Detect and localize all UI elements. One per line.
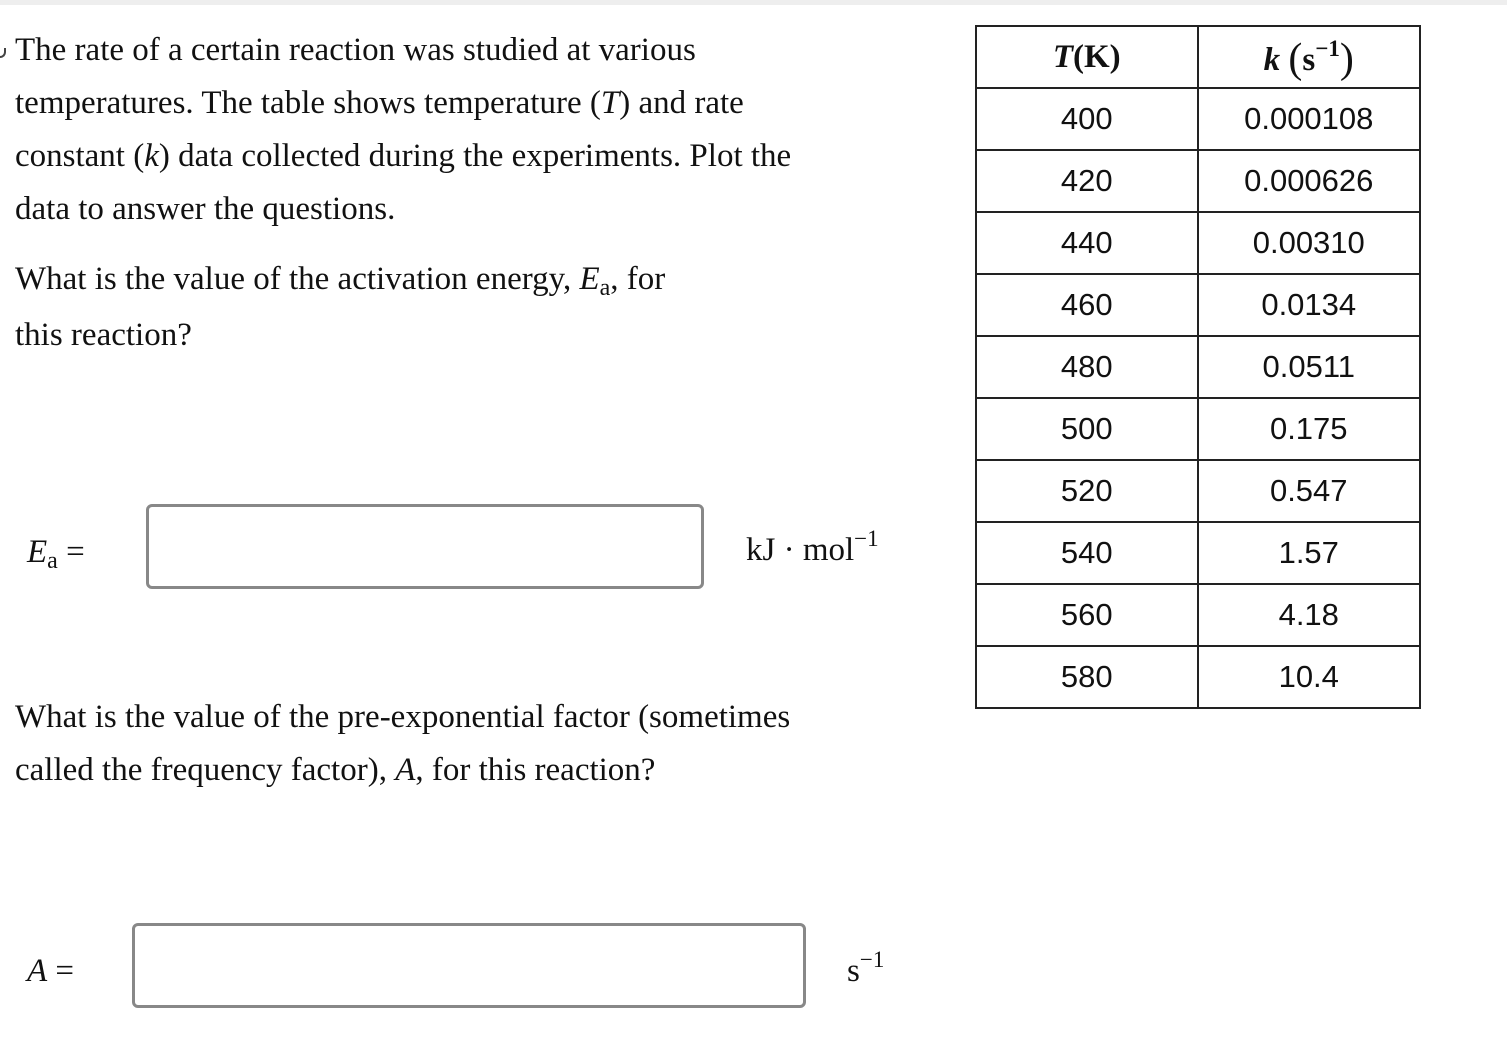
cell-rate-constant: 0.00310 <box>1198 212 1421 274</box>
table-row <box>976 150 1420 212</box>
cell-temperature: 580 <box>976 646 1198 708</box>
cell-temperature: 560 <box>976 584 1198 646</box>
activation-energy-input[interactable] <box>146 504 704 589</box>
cell-temperature: 520 <box>976 460 1198 522</box>
temperature-variable: T <box>600 85 620 121</box>
table-row <box>976 274 1420 336</box>
ea-unit-label: kJ · mol$^{-1}$ <box>746 526 879 568</box>
intro-line-4: data to answer the questions. <box>15 191 396 227</box>
table-row <box>976 336 1420 398</box>
rate-constant-variable: k <box>144 138 159 174</box>
cell-rate-constant: 1.57 <box>1198 522 1421 584</box>
table-row <box>976 398 1420 460</box>
temperature-rate-table <box>975 25 1421 709</box>
cell-temperature: 400 <box>976 88 1198 150</box>
activation-energy-question <box>15 253 775 362</box>
cell-temperature: 540 <box>976 522 1198 584</box>
cell-rate-constant: 0.000108 <box>1198 88 1421 150</box>
intro-line-3: constant (k) data collected during the experiments. Plot the <box>15 138 792 174</box>
a-question-line-1: What is the value of the pre-exponential factor (sometimes <box>15 699 791 735</box>
a-answer-label: A = <box>27 953 75 989</box>
table-header-row <box>976 26 1420 88</box>
top-divider <box>0 0 1507 5</box>
intro-line-1: The rate of a certain reaction was studied at various <box>15 32 696 68</box>
cell-temperature: 500 <box>976 398 1198 460</box>
cell-temperature: 440 <box>976 212 1198 274</box>
a-unit-label: $s^{-1}$ <box>847 947 885 989</box>
ea-answer-label: Ea = <box>27 534 85 574</box>
cell-temperature: 420 <box>976 150 1198 212</box>
cell-rate-constant: 0.175 <box>1198 398 1421 460</box>
pre-exponential-factor-input[interactable] <box>132 923 806 1008</box>
cell-rate-constant: 4.18 <box>1198 584 1421 646</box>
cell-rate-constant: 0.547 <box>1198 460 1421 522</box>
header-rate-constant: k $(s^{-1})$ <box>1198 26 1421 88</box>
ea-question-line-1: What is the value of the activation energy, Ea, for <box>15 261 666 301</box>
table-row <box>976 88 1420 150</box>
intro-line-2: temperatures. The table shows temperature (T) and rate <box>15 85 744 121</box>
cell-rate-constant: 0.0134 <box>1198 274 1421 336</box>
cell-rate-constant: 0.0511 <box>1198 336 1421 398</box>
table-body <box>976 88 1420 708</box>
table-row <box>976 646 1420 708</box>
problem-intro <box>15 24 895 236</box>
table-row <box>976 522 1420 584</box>
cell-rate-constant: 10.4 <box>1198 646 1421 708</box>
cell-temperature: 480 <box>976 336 1198 398</box>
margin-marker <box>0 48 6 58</box>
header-temperature: T(K) <box>976 26 1198 88</box>
a-question-line-2: called the frequency factor), A, for this reaction? <box>15 752 656 788</box>
table-row <box>976 212 1420 274</box>
ea-question-line-2: this reaction? <box>15 317 192 353</box>
cell-rate-constant: 0.000626 <box>1198 150 1421 212</box>
table-row <box>976 584 1420 646</box>
table-row <box>976 460 1420 522</box>
pre-exponential-question <box>15 691 895 797</box>
cell-temperature: 460 <box>976 274 1198 336</box>
